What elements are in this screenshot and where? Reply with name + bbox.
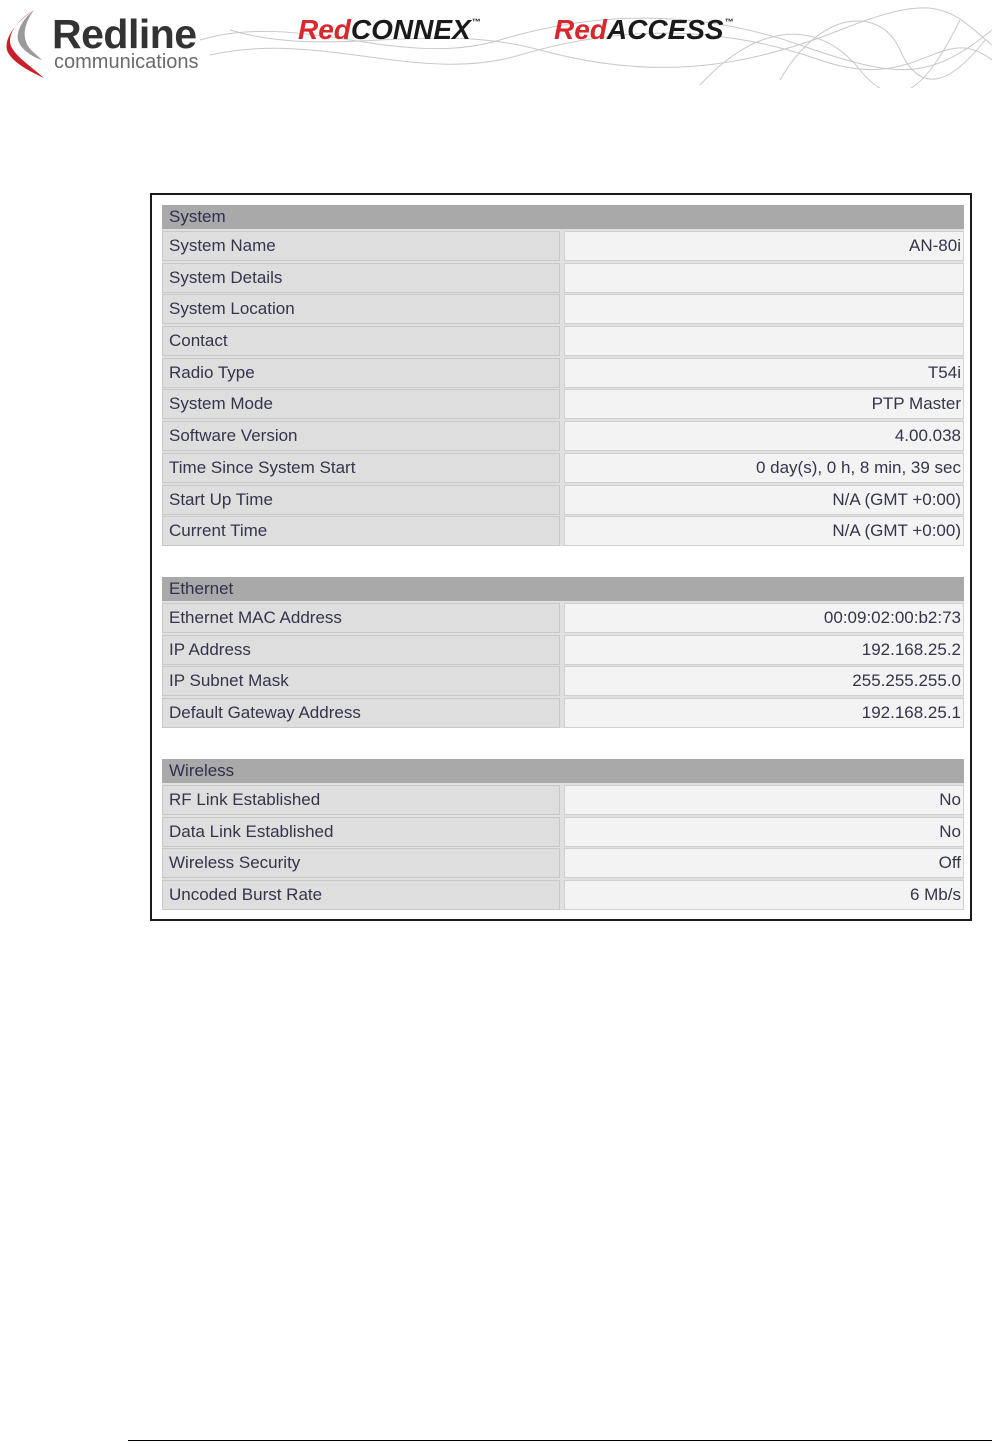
row-value: N/A (GMT +0:00) xyxy=(564,485,964,515)
redline-subtitle: communications xyxy=(54,51,199,73)
redline-logo xyxy=(4,8,214,80)
redline-swoosh-icon xyxy=(4,8,50,80)
row-value: Off xyxy=(564,848,964,878)
row-label: IP Subnet Mask xyxy=(162,666,560,696)
table-row xyxy=(162,453,964,483)
table-row xyxy=(162,326,964,356)
wireless-section xyxy=(162,759,964,910)
table-row xyxy=(162,358,964,388)
row-label: RF Link Established xyxy=(162,785,560,815)
row-label: System Mode xyxy=(162,389,560,419)
section-title: Ethernet xyxy=(162,577,964,601)
redline-wordmark: Redline xyxy=(52,11,197,57)
table-row xyxy=(162,880,964,910)
table-row xyxy=(162,294,964,324)
row-value: No xyxy=(564,785,964,815)
table-row xyxy=(162,389,964,419)
table-row xyxy=(162,848,964,878)
system-section xyxy=(162,205,964,546)
table-row xyxy=(162,785,964,815)
row-label: Wireless Security xyxy=(162,848,560,878)
footer-rule xyxy=(128,1440,992,1441)
row-label: IP Address xyxy=(162,635,560,665)
row-value: 192.168.25.1 xyxy=(564,698,964,728)
table-row xyxy=(162,698,964,728)
table-row xyxy=(162,666,964,696)
row-label: System Details xyxy=(162,263,560,293)
row-label: Default Gateway Address xyxy=(162,698,560,728)
row-value: No xyxy=(564,817,964,847)
row-value: 192.168.25.2 xyxy=(564,635,964,665)
row-value: 4.00.038 xyxy=(564,421,964,451)
row-value: AN-80i xyxy=(564,231,964,261)
table-row xyxy=(162,635,964,665)
row-label: Current Time xyxy=(162,516,560,546)
table-row xyxy=(162,516,964,546)
row-value: 6 Mb/s xyxy=(564,880,964,910)
row-label: Data Link Established xyxy=(162,817,560,847)
row-value: T54i xyxy=(564,358,964,388)
table-row xyxy=(162,485,964,515)
redconnex-logo: RedCONNEX™ xyxy=(298,14,481,45)
row-value: 0 day(s), 0 h, 8 min, 39 sec xyxy=(564,453,964,483)
row-value: 255.255.255.0 xyxy=(564,666,964,696)
row-value xyxy=(564,326,964,356)
row-label: Contact xyxy=(162,326,560,356)
redaccess-logo: RedACCESS™ xyxy=(554,14,734,45)
row-label: Ethernet MAC Address xyxy=(162,603,560,633)
status-panel xyxy=(150,193,972,921)
table-row xyxy=(162,603,964,633)
section-title: Wireless xyxy=(162,759,964,783)
row-label: System Name xyxy=(162,231,560,261)
row-value xyxy=(564,294,964,324)
row-label: Time Since System Start xyxy=(162,453,560,483)
row-label: System Location xyxy=(162,294,560,324)
table-row xyxy=(162,817,964,847)
row-value xyxy=(564,263,964,293)
ethernet-section xyxy=(162,577,964,728)
row-label: Software Version xyxy=(162,421,560,451)
row-label: Start Up Time xyxy=(162,485,560,515)
table-row xyxy=(162,263,964,293)
row-value: 00:09:02:00:b2:73 xyxy=(564,603,964,633)
page-header xyxy=(0,0,992,88)
row-value: N/A (GMT +0:00) xyxy=(564,516,964,546)
row-value: PTP Master xyxy=(564,389,964,419)
table-row xyxy=(162,421,964,451)
row-label: Uncoded Burst Rate xyxy=(162,880,560,910)
table-row xyxy=(162,231,964,261)
section-title: System xyxy=(162,205,964,229)
row-label: Radio Type xyxy=(162,358,560,388)
